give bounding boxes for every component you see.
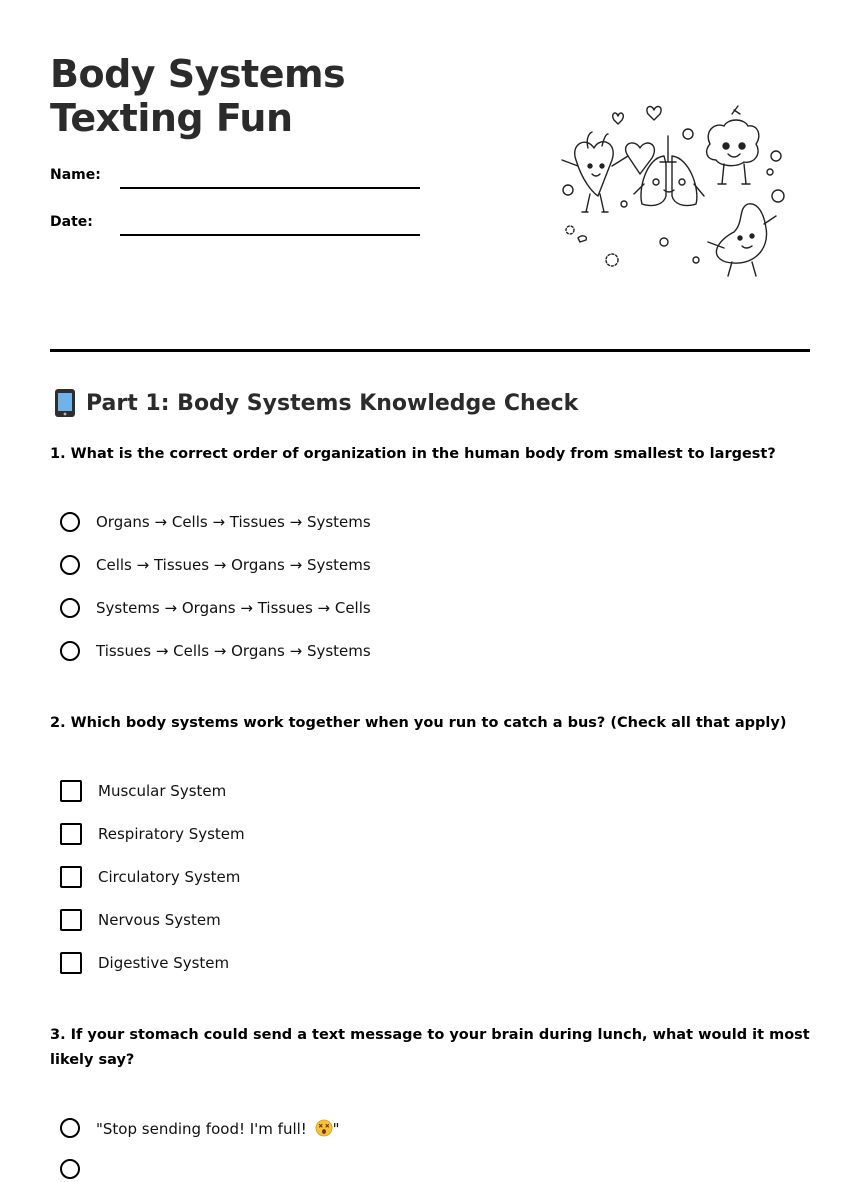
checkbox[interactable]	[60, 866, 82, 888]
date-label: Date:	[50, 214, 93, 230]
radio-button[interactable]	[60, 1159, 80, 1179]
dizzy-face-icon	[315, 1119, 333, 1137]
q3-option-1[interactable]	[60, 1115, 340, 1141]
option-label: Muscular System	[98, 782, 227, 800]
date-field[interactable]	[120, 234, 420, 236]
q2-option-2[interactable]	[60, 821, 245, 847]
q2-option-1[interactable]	[60, 778, 226, 804]
option-label: Cells → Tissues → Organs → Systems	[96, 556, 371, 574]
radio-button[interactable]	[60, 555, 80, 575]
radio-button[interactable]	[60, 512, 80, 532]
heart-character-icon	[562, 132, 628, 212]
q1-option-4[interactable]	[60, 638, 371, 664]
radio-button[interactable]	[60, 641, 80, 661]
name-field[interactable]	[120, 187, 420, 189]
section-title-text: Part 1: Body Systems Knowledge Check	[86, 390, 579, 416]
mobile-phone-icon	[50, 388, 80, 418]
q1-option-1[interactable]	[60, 509, 371, 535]
stomach-character-icon	[708, 204, 776, 276]
option-label	[96, 1119, 340, 1138]
checkbox[interactable]	[60, 952, 82, 974]
option-label: Tissues → Cells → Organs → Systems	[96, 642, 371, 660]
q2-option-4[interactable]	[60, 907, 221, 933]
q2-option-3[interactable]	[60, 864, 240, 890]
option-label: Digestive System	[98, 954, 230, 972]
option-text: "Stop sending food! I'm full!	[96, 1119, 307, 1138]
question-1: 1. What is the correct order of organization in the human body from smallest to largest?	[50, 446, 776, 462]
lungs-character-icon	[634, 136, 704, 206]
section-title	[50, 388, 578, 418]
q3-option-2[interactable]	[60, 1156, 96, 1182]
question-2: 2. Which body systems work together when you run to catch a bus? (Check all that apply)	[50, 715, 787, 731]
option-label: Respiratory System	[98, 825, 245, 843]
brain-character-icon	[707, 120, 759, 184]
checkbox[interactable]	[60, 780, 82, 802]
option-label: Nervous System	[98, 911, 221, 929]
checkbox[interactable]	[60, 909, 82, 931]
q2-option-5[interactable]	[60, 950, 229, 976]
radio-button[interactable]	[60, 598, 80, 618]
option-label: Systems → Organs → Tissues → Cells	[96, 599, 371, 617]
header-divider	[50, 349, 810, 352]
question-3: 3. If your stomach could send a text message to your brain during lunch, what would it most likely say?	[50, 1027, 810, 1068]
heart-icon	[626, 143, 655, 174]
option-close-quote: "	[332, 1119, 340, 1138]
q1-option-3[interactable]	[60, 595, 371, 621]
option-label: Circulatory System	[98, 868, 241, 886]
worksheet-title: Body Systems Texting Fun	[50, 52, 346, 140]
name-label: Name:	[50, 167, 101, 183]
checkbox[interactable]	[60, 823, 82, 845]
body-organs-illustration	[548, 100, 790, 278]
option-label: Organs → Cells → Tissues → Systems	[96, 513, 371, 531]
radio-button[interactable]	[60, 1118, 80, 1138]
q1-option-2[interactable]	[60, 552, 371, 578]
